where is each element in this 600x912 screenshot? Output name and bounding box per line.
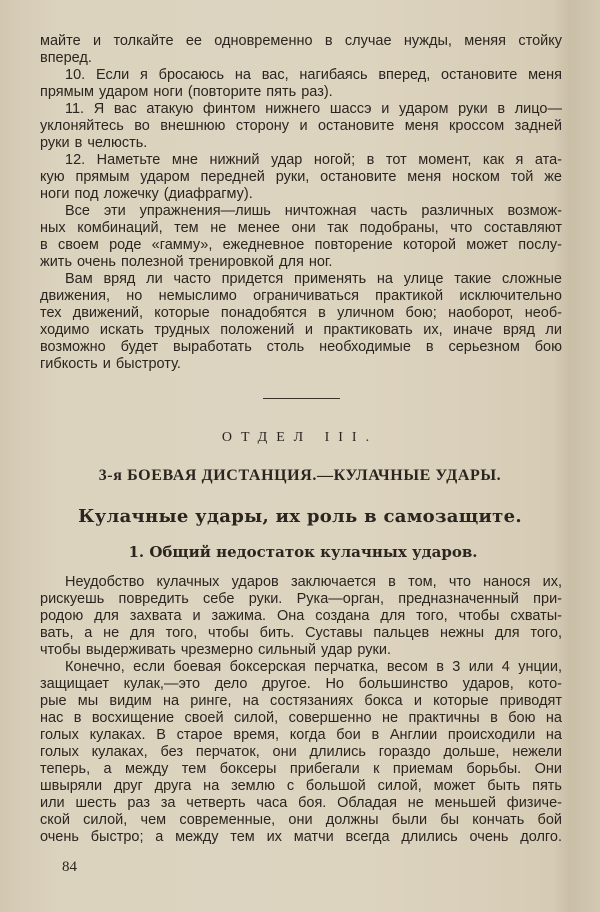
- text-line: гибкость и быстроту.: [40, 356, 181, 372]
- paragraph: [40, 67, 562, 101]
- text-line: в своем роде «гамму», ежедневное повторение которой может послу-: [40, 237, 562, 253]
- paragraph: [40, 659, 562, 846]
- text-line: ноги под ложечку (диафрагму).: [40, 186, 253, 202]
- text-line: швыряли друг друга на землю с большой силой, может быть пять: [40, 778, 562, 794]
- text-line: защищает кулак,—это дело другое. Но большинство ударов, кото-: [40, 676, 562, 692]
- section-divider: [263, 398, 340, 399]
- text-line: руки в челюсть.: [40, 135, 148, 151]
- chapter-subtitle: Кулачные удары, их роль в самозащите.: [78, 506, 522, 527]
- page-number: 84: [62, 859, 77, 875]
- paragraph: [40, 101, 562, 152]
- text-line: движения, но немыслимо ограничиваться практикой исключительно: [40, 288, 562, 304]
- paragraph: [40, 271, 562, 373]
- text-line: тех движений, которые понадобятся в уличном бою; наоборот, необ-: [40, 305, 562, 321]
- text-line: голых кулаках, без перчаток, они длились гораздо дольше, нежели: [40, 744, 562, 760]
- subsection-heading: 1. Общий недостаток кулачных ударов.: [128, 543, 478, 561]
- text-line: вперед.: [40, 50, 92, 66]
- text-line: 11. Я вас атакую финтом нижнего шассэ и ударом руки в лицо—: [65, 101, 562, 117]
- paragraph: [40, 33, 562, 67]
- text-line: ской силой, чем современные, они должны были бы кончать бой: [40, 812, 562, 828]
- text-line: уклоняйтесь во внешнюю сторону и остановите меня кроссом задней: [40, 118, 562, 134]
- chapter-title: 3-я БОЕВАЯ ДИСТАНЦИЯ.—КУЛАЧНЫЕ УДАРЫ.: [98, 467, 502, 484]
- text-line: рискуешь повредить себе руки. Рука—орган, предназначенный при-: [40, 591, 562, 607]
- text-line: чтобы выдерживать чрезмерно сильный удар руки.: [40, 642, 392, 658]
- text-line: жить очень полезной тренировкой для ног.: [40, 254, 333, 270]
- text-line: теперь, а между тем боксеры прибегали к приемам борьбы. Они: [40, 761, 562, 777]
- text-line: Неудобство кулачных ударов заключается в том, что нанося их,: [65, 574, 562, 590]
- text-line: Вам вряд ли часто придется применять на улице такие сложные: [65, 271, 562, 287]
- text-line: очень быстро; а между тем их матчи всегда длились очень долго.: [40, 829, 562, 845]
- paragraph: [40, 574, 562, 659]
- text-line: голых кулаках. В старое время, когда бои в Англии происходили на: [40, 727, 562, 743]
- text-line: возможно будет выработать столь необходимые в серьезном бою: [40, 339, 562, 355]
- text-line: вать, а не для того, чтобы бить. Суставы пальцев нежны для того,: [40, 625, 562, 641]
- text-line: нас в восхищение своей силой, совершенно не практичны в бою на: [40, 710, 562, 726]
- text-block-top: [40, 33, 562, 373]
- text-line: 10. Если я бросаюсь на вас, нагибаясь вперед, остановите меня: [65, 67, 562, 83]
- paragraph: [40, 152, 562, 203]
- text-line: кую прямым ударом передней руки, остановите меня носком той же: [40, 169, 562, 185]
- division-heading: ОТДЕЛ III.: [221, 430, 379, 445]
- text-line: прямым ударом ноги (повторите пять раз).: [40, 84, 333, 100]
- text-line: ных комбинаций, тем не менее они так подобраны, что составляют: [40, 220, 562, 236]
- text-line: ходимо искать трудных положений и практиковать их, иначе вряд ли: [40, 322, 562, 338]
- paragraph: [40, 203, 562, 271]
- text-block-bottom: [40, 574, 562, 846]
- text-line: или шесть раз за четверть часа боя. Обладая не меньшей физиче-: [40, 795, 562, 811]
- text-line: 12. Наметьте мне нижний удар ногой; в тот момент, как я ата-: [65, 152, 562, 168]
- text-line: родою для захвата и зажима. Она создана для того, чтобы схваты-: [40, 608, 562, 624]
- text-line: майте и толкайте ее одновременно в случае нужды, меняя стойку: [40, 33, 562, 49]
- text-line: Конечно, если боевая боксерская перчатка, весом в 3 или 4 унции,: [65, 659, 562, 675]
- text-line: рые мы видим на ринге, на состязаниях бокса и которые приводят: [40, 693, 562, 709]
- text-line: Все эти упражнения—лишь ничтожная часть различных возмож-: [65, 203, 562, 219]
